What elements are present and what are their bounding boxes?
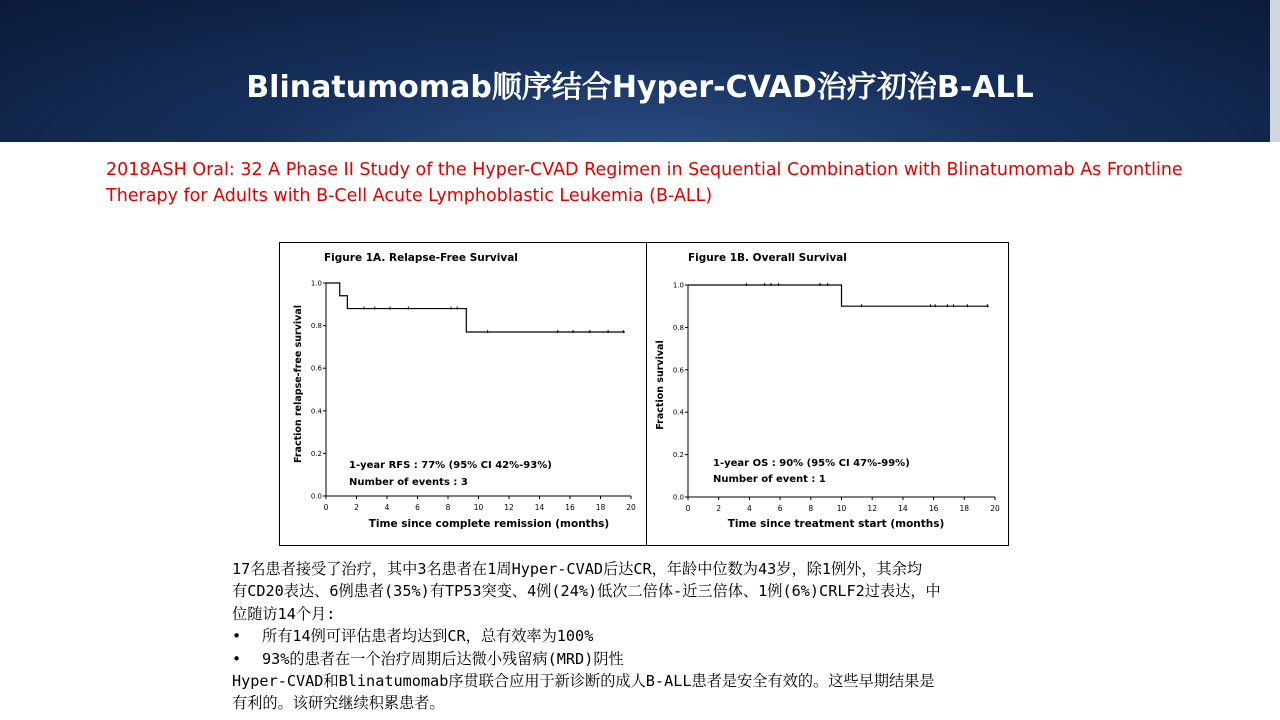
x-tick-label: 10 [836,504,847,513]
bullet-text: 93%的患者在一个治疗周期后达微小残留病(MRD)阴性 [262,649,624,668]
x-axis-label: Time since complete remission (months) [368,518,610,530]
study-reference-line2: Therapy for Adults with B-Cell Acute Lymphoblastic Leukemia (B-ALL) [106,186,713,206]
bullet-item [232,625,1062,647]
x-tick-label: 2 [716,504,722,513]
y-tick-label: 0.4 [672,408,684,417]
y-tick-label: 0.6 [310,364,322,373]
survival-curve [688,285,989,306]
x-tick-label: 18 [959,504,970,513]
slide-title: Blinatumomab顺序结合Hyper-CVAD治疗初治B-ALL [246,70,1034,105]
y-tick-label: 1.0 [310,279,322,288]
x-tick-label: 10 [473,503,484,512]
bullet-item [232,648,1062,670]
bullet-dot: • [232,627,242,646]
y-axis-label: Fraction survival [655,340,666,430]
x-tick-label: 20 [990,504,1000,513]
summary-line: 有利的。该研究继续积累患者。 [232,694,445,713]
y-tick-label: 0.8 [672,323,684,332]
summary-line: 17名患者接受了治疗，其中3名患者在1周Hyper-CVAD后达CR，年龄中位数为43岁，除1例外，其余均 [232,560,923,578]
y-tick-label: 0.4 [310,407,322,416]
x-tick-label: 8 [445,503,451,512]
y-axis-label: Fraction relapse-free survival [293,304,304,464]
annotation-line1: 1-year OS : 90% (95% CI 47%-99%) [713,458,910,469]
y-tick-label: 0.8 [310,322,322,331]
study-reference [106,157,1196,209]
x-tick-label: 14 [534,503,545,512]
x-tick-label: 4 [384,503,390,512]
summary-line: 位随访14个月: [232,604,336,623]
study-reference-line1: 2018ASH Oral: 32 A Phase II Study of the Hyper-CVAD Regimen in Sequential Combination with Blinatumomab As Frontline [106,160,1183,180]
annotation-line2: Number of event : 1 [713,474,826,485]
x-tick-label: 12 [504,503,514,512]
summary-line: 有CD20表达、6例患者(35%)有TP53突变、4例(24%)低次二倍体-近三倍体、1例(6%)CRLF2过表达，中 [232,582,941,601]
os-chart [647,243,1007,545]
x-tick-label: 12 [867,504,877,513]
x-tick-label: 8 [808,504,814,513]
x-tick-label: 16 [565,503,575,512]
annotation-line2: Number of events : 3 [349,477,468,488]
summary-line: Hyper-CVAD和Blinatumomab序贯联合应用于新诊断的成人B-ALL患者是安全有效的。这些早期结果是 [232,672,935,691]
x-tick-label: 6 [415,503,420,512]
annotation-line1: 1-year RFS : 77% (95% CI 42%-93%) [349,460,552,471]
y-tick-label: 0.2 [672,451,684,460]
chart-title: Figure 1B. Overall Survival [688,252,847,264]
y-tick-label: 0.2 [310,449,322,458]
survival-curve [326,283,625,332]
x-tick-label: 0 [323,503,329,512]
x-tick-label: 2 [354,503,359,512]
y-tick-label: 0.0 [672,493,684,502]
x-tick-label: 20 [626,503,636,512]
x-tick-label: 0 [685,504,691,513]
y-tick-label: 0.0 [310,492,322,501]
x-tick-label: 16 [928,504,939,513]
bullet-text: 所有14例可评估患者均达到CR，总有效率为100% [262,627,594,646]
y-tick-label: 0.6 [672,366,684,375]
rfs-chart [280,243,646,545]
x-axis-label: Time since treatment start (months) [727,518,945,530]
summary-text [232,558,1062,715]
x-tick-label: 14 [898,504,908,513]
y-tick-label: 1.0 [672,281,684,290]
x-tick-label: 18 [595,503,606,512]
x-tick-label: 4 [747,504,752,513]
chart-title: Figure 1A. Relapse-Free Survival [324,252,518,264]
x-tick-label: 6 [777,504,783,513]
bullet-dot: • [232,649,242,668]
